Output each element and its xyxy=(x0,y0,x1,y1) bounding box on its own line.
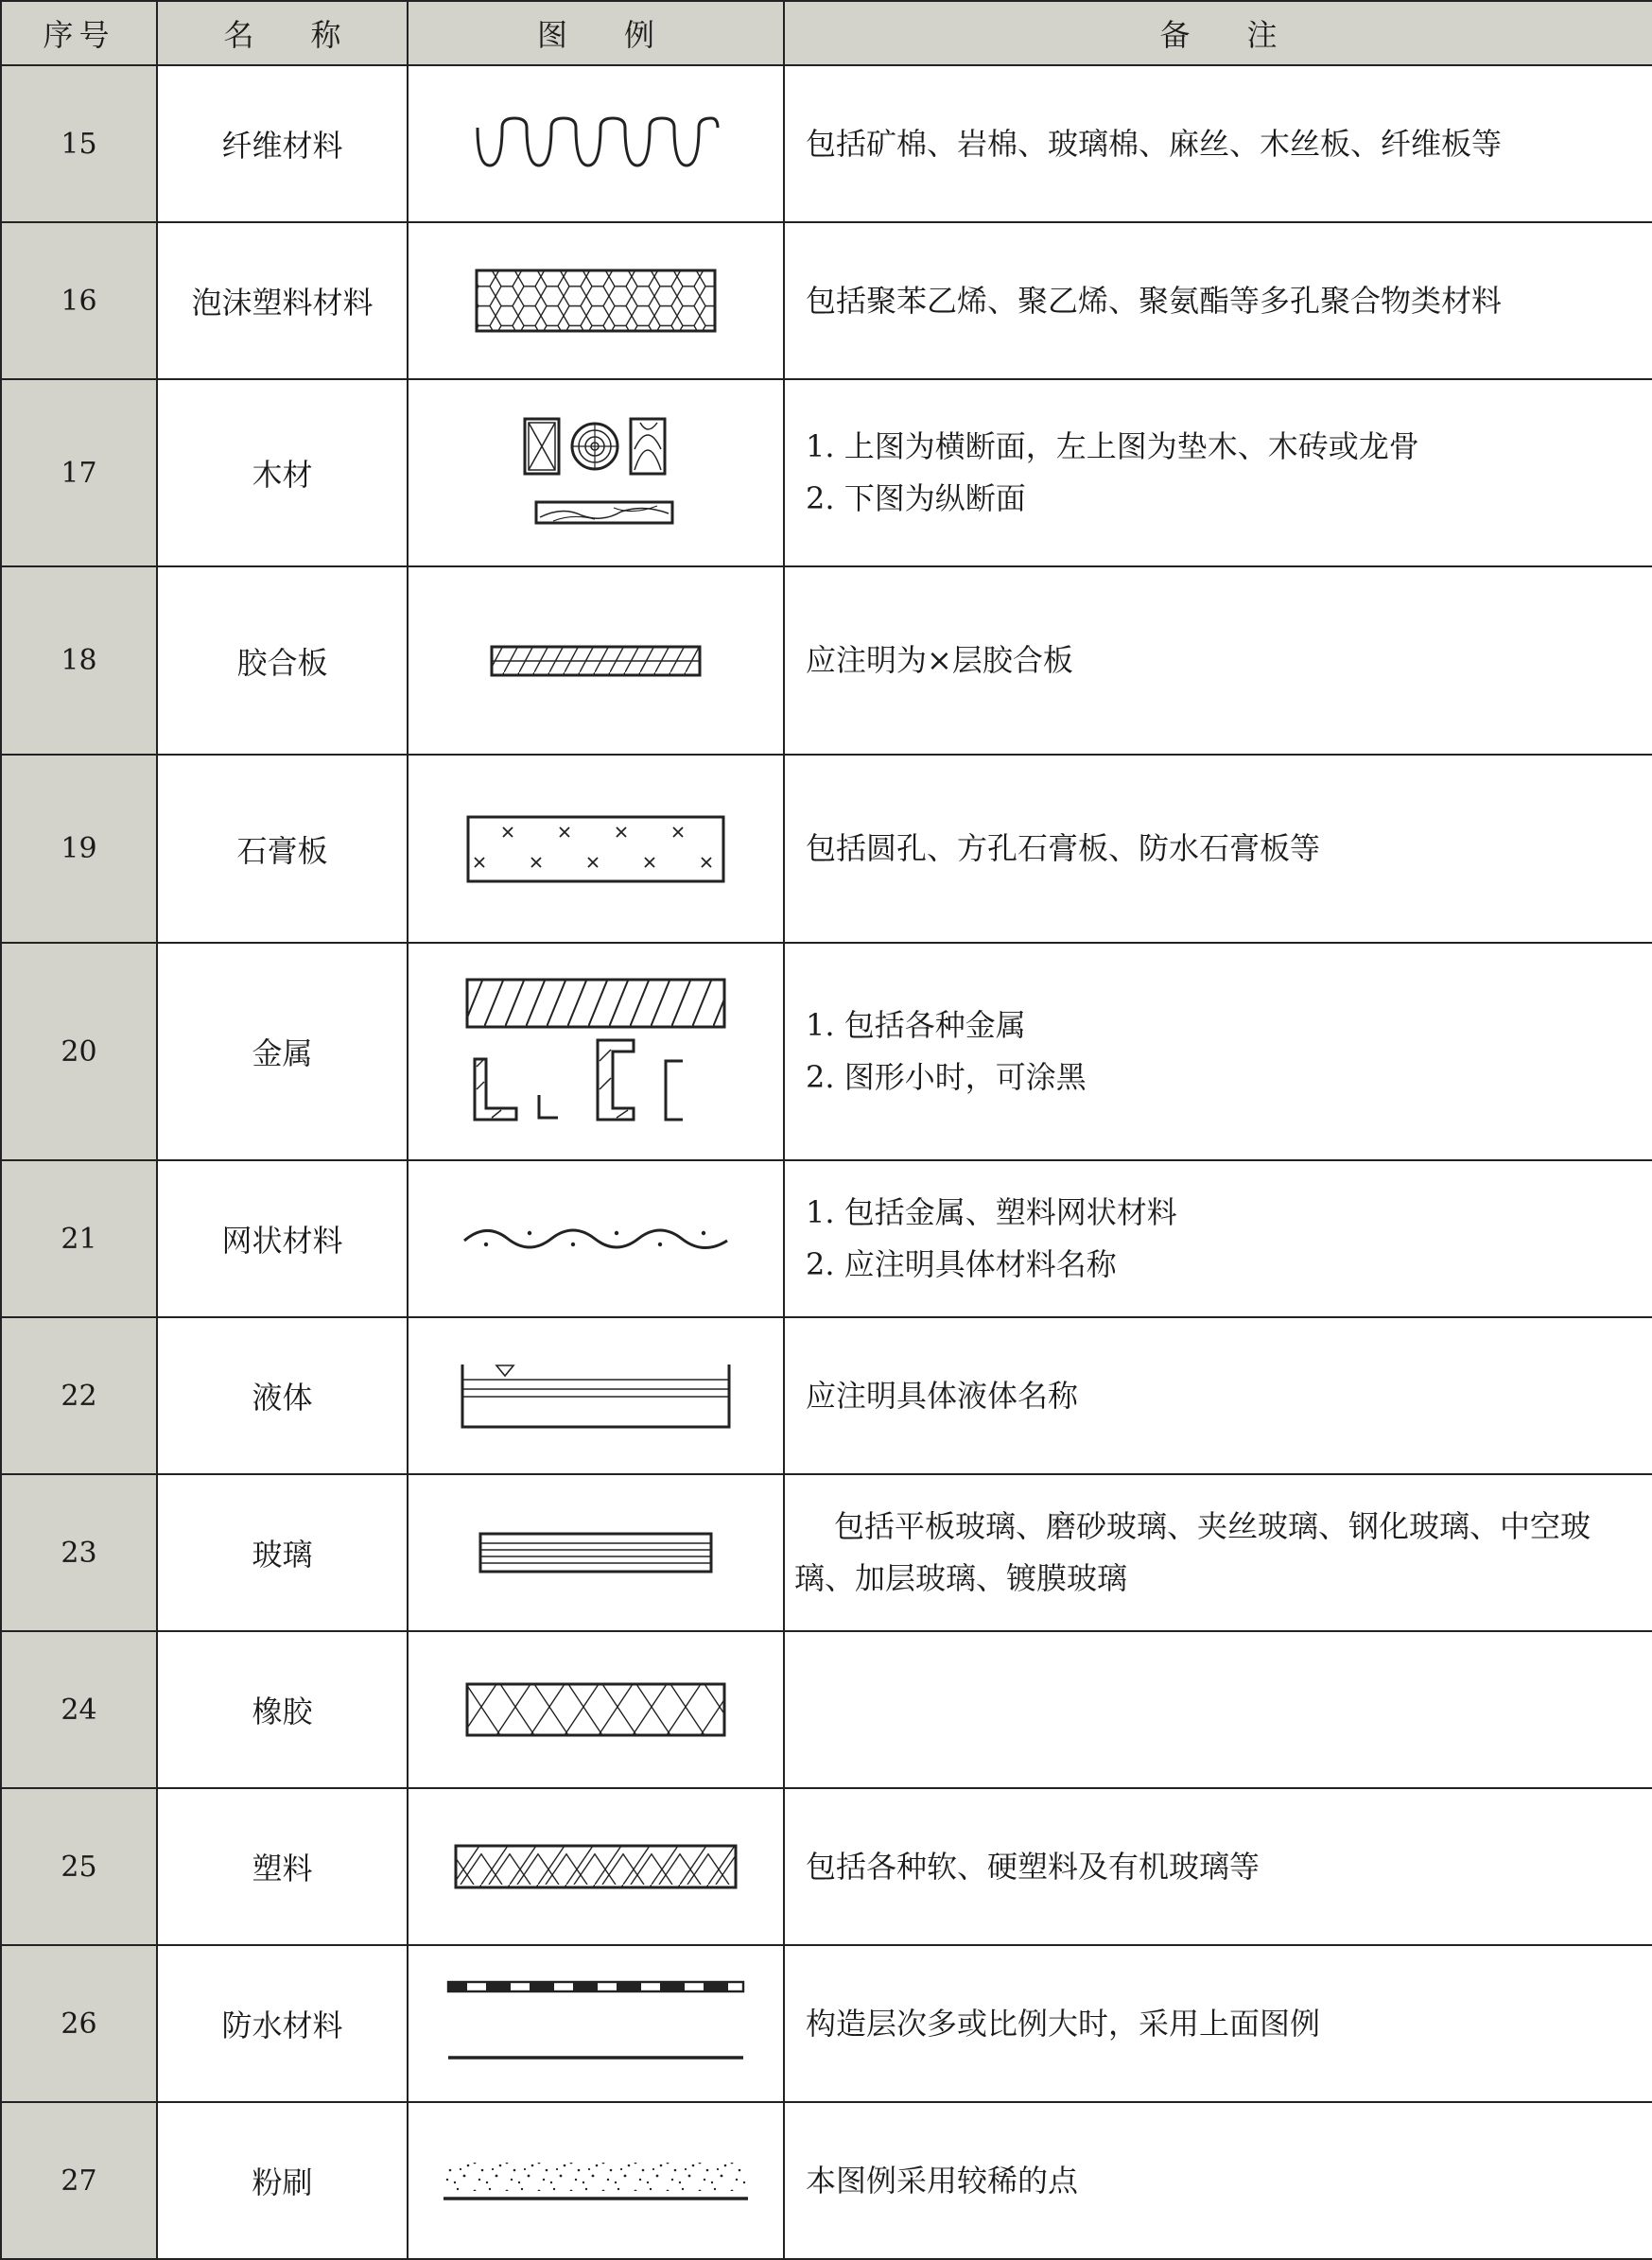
honeycomb-foam-icon xyxy=(473,267,719,335)
note-line: 2. 图形小时，可涂黑 xyxy=(806,1059,1087,1095)
material-name: 泡沫塑料材料 xyxy=(157,222,408,379)
metal-hatch-icon xyxy=(463,976,728,1127)
note-line: 本图例采用较稀的点 xyxy=(806,2162,1079,2199)
wavy-fiber-icon xyxy=(468,111,723,177)
row-number: 24 xyxy=(1,1631,157,1788)
material-name: 胶合板 xyxy=(157,566,408,755)
table-row xyxy=(1,566,1652,755)
row-number: 20 xyxy=(1,943,157,1160)
plastic-crosshatch-icon xyxy=(453,1843,739,1890)
row-number: 25 xyxy=(1,1788,157,1945)
header-figure: 图例 xyxy=(408,1,784,65)
gypsum-cross-icon xyxy=(465,814,726,884)
note-line: 1. 包括各种金属 xyxy=(806,1007,1026,1043)
note-line: 应注明为×层胶合板 xyxy=(806,642,1073,678)
rubber-crosshatch-icon xyxy=(464,1681,727,1738)
note-line: 1. 上图为横断面，左上图为垫木、木砖或龙骨 xyxy=(806,428,1419,464)
note-line: 构造层次多或比例大时，采用上面图例 xyxy=(806,2005,1321,2042)
note-line: 2. 下图为纵断面 xyxy=(806,480,1026,516)
material-name: 塑料 xyxy=(157,1788,408,1945)
note-line: 1. 包括金属、塑料网状材料 xyxy=(806,1194,1177,1230)
header-note: 备注 xyxy=(784,1,1652,65)
note-line: 包括各种软、硬塑料及有机玻璃等 xyxy=(806,1848,1261,1885)
row-number: 16 xyxy=(1,222,157,379)
table-row xyxy=(1,222,1652,379)
header-no: 序号 xyxy=(1,1,157,65)
material-name: 金属 xyxy=(157,943,408,1160)
note-line: 包括矿棉、岩棉、玻璃棉、麻丝、木丝板、纤维板等 xyxy=(806,125,1503,162)
wood-section-icon xyxy=(515,411,676,534)
plaster-dots-icon xyxy=(440,2157,752,2204)
material-name: 防水材料 xyxy=(157,1945,408,2102)
plywood-hatch-icon xyxy=(489,644,703,678)
table-row xyxy=(1,379,1652,566)
table-row xyxy=(1,755,1652,943)
note-line: 包括圆孔、方孔石膏板、防水石膏板等 xyxy=(806,830,1321,866)
note-line: 2. 应注明具体材料名称 xyxy=(806,1246,1117,1282)
row-number: 17 xyxy=(1,379,157,566)
material-name: 玻璃 xyxy=(157,1474,408,1631)
table-row xyxy=(1,1631,1652,1788)
table-row xyxy=(1,65,1652,222)
table-header-row xyxy=(1,1,1652,65)
material-name: 液体 xyxy=(157,1317,408,1474)
material-name: 纤维材料 xyxy=(157,65,408,222)
row-number: 15 xyxy=(1,65,157,222)
table-row xyxy=(1,1160,1652,1317)
table-row xyxy=(1,943,1652,1160)
row-number: 21 xyxy=(1,1160,157,1317)
table-row xyxy=(1,1945,1652,2102)
mesh-wave-icon xyxy=(459,1218,733,1260)
material-name: 石膏板 xyxy=(157,755,408,943)
glass-lines-icon xyxy=(478,1531,714,1574)
table-row xyxy=(1,1788,1652,1945)
material-name: 橡胶 xyxy=(157,1631,408,1788)
row-number: 22 xyxy=(1,1317,157,1474)
table-row xyxy=(1,1474,1652,1631)
waterproof-layer-icon xyxy=(444,1978,747,2069)
row-number: 23 xyxy=(1,1474,157,1631)
note-line: 应注明具体液体名称 xyxy=(806,1377,1079,1414)
material-name: 网状材料 xyxy=(157,1160,408,1317)
material-name: 粉刷 xyxy=(157,2102,408,2259)
table-row xyxy=(1,2102,1652,2259)
liquid-container-icon xyxy=(459,1361,733,1431)
header-name: 名称 xyxy=(157,1,408,65)
table-row xyxy=(1,1317,1652,1474)
row-number: 26 xyxy=(1,1945,157,2102)
note-line: 包括聚苯乙烯、聚乙烯、聚氨酯等多孔聚合物类材料 xyxy=(806,282,1503,319)
material-name: 木材 xyxy=(157,379,408,566)
row-number: 19 xyxy=(1,755,157,943)
note-line: 包括平板玻璃、磨砂玻璃、夹丝玻璃、钢化玻璃、中空玻璃、加层玻璃、镀膜玻璃 xyxy=(794,1508,1591,1596)
row-number: 18 xyxy=(1,566,157,755)
row-number: 27 xyxy=(1,2102,157,2259)
